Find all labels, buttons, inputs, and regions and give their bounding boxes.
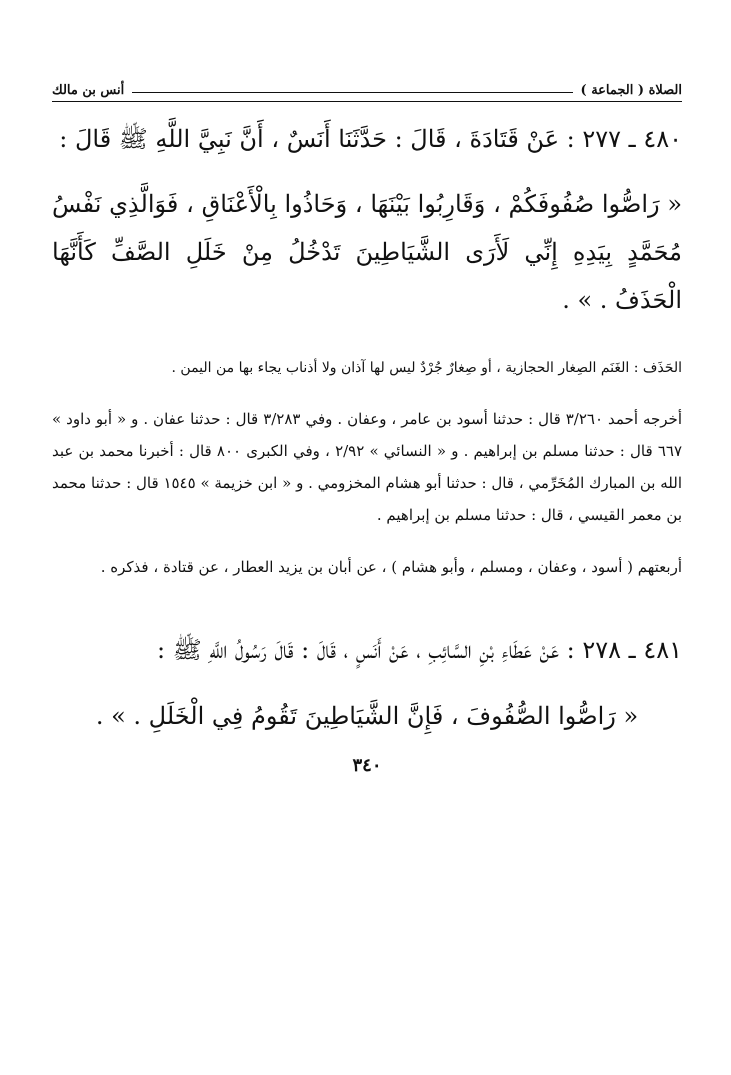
footnote-gloss: الحَذَف : الغَنَم الصِغار الحجازية ، أو صِغارٌ جُرْدٌ ليس لها آذان ولا أذناب يجاء بها من اليمن . [171,360,682,376]
header-rule [132,92,572,93]
hadith-481-text: « رَاصُّوا الصُّفُوفَ ، فَإِنَّ الشَّيَاطِينَ تَقُومُ فِي الْخَلَلِ . » . [95,702,639,730]
header-section-title: الصلاة ( الجماعة ) [580,83,682,98]
chain-summary: أربعتهم ( أسود ، وعفان ، ومسلم ، وأبو هشام ) ، عن أبان بن يزيد العطار ، عن قتادة ، فذكره . [100,558,682,576]
hadith-480-chain: ٤٨٠ ـ ٢٧٧ : عَنْ قَتَادَةَ ، قَالَ : حَدَّثَنَا أَنَسٌ ، أَنَّ نَبِيَّ اللَّهِ ﷺ قَالَ : [59,125,682,153]
hadith-480-text: « رَاصُّوا صُفُوفَكُمْ ، وَقَارِبُوا بَيْنَهَا ، وَحَاذُوا بِالْأَعْنَاقِ ، فَوَالَّذِي نَفْسُ مُحَمَّدٍ بِيَدِهِ إِنِّي لَأَرَى الشَّيَاطِينَ تَدْخُلُ مِنْ خَلَلِ الصَّفِّ كَأَنَّهَا الْحَذَفُ . » . [52,190,683,314]
takhrij-paragraph: أخرجه أحمد ٣/٢٦٠ قال : حدثنا أسود بن عامر ، وعفان . وفي ٣/٢٨٣ قال : حدثنا عفان . و « أبو داود » ٦٦٧ قال : حدثنا مسلم بن إبراهيم . و « النسائي » ٢/٩٢ ، وفي الكبرى ٨٠٠ قال : أخبرنا محمد بن عبد الله بن المبارك المُخَرِّمي ، قال : حدثنا أبو هشام المخزومي . و « ابن خزيمة » ١٥٤٥ قال : حدثنا محمد بن معمر القيسي ، قال : حدثنا مسلم بن إبراهيم . [51,410,682,524]
header-narrator: أنس بن مالك [52,83,125,98]
running-header [52,72,682,102]
book-page [52,66,682,1026]
hadith-481-chain: ٤٨١ ـ ٢٧٨ : عَنْ عَطَاءِ بْنِ السَّائِبِ ، عَنْ أَنَسٍ ، قَالَ : قَالَ رَسُولُ اللَّهِ ﷺ : [157,636,682,664]
page-number: ٣٤٠ [352,755,382,776]
